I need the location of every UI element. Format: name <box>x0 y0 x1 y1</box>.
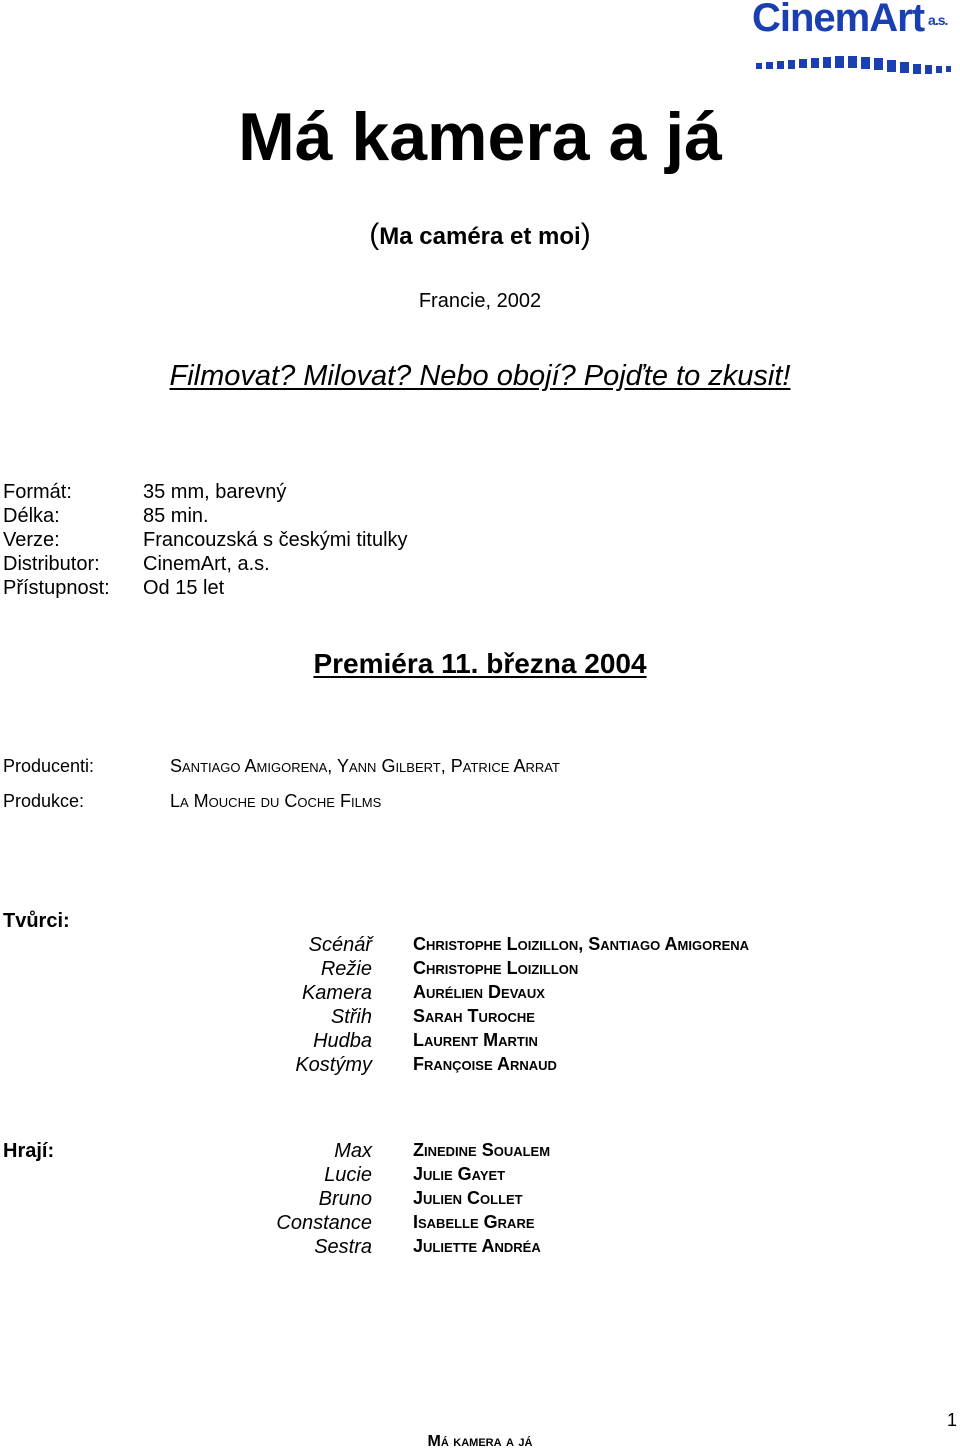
cast-role: Lucie <box>324 1164 372 1186</box>
cast-name: Isabelle Grare <box>413 1212 535 1232</box>
spec-label: Délka: <box>3 505 60 527</box>
spec-label: Formát: <box>3 481 72 503</box>
cast-role: Max <box>334 1140 372 1162</box>
premiere-date: Premiéra 11. března 2004 <box>313 648 647 679</box>
cast-row <box>0 1188 960 1212</box>
cast-name: Julie Gayet <box>413 1164 506 1184</box>
cast-name: Zinedine Soualem <box>413 1140 551 1160</box>
crew-role: Režie <box>320 958 372 980</box>
original-title: (Ma caméra et moi) <box>369 218 591 251</box>
cast-name: Julien Collet <box>413 1188 523 1208</box>
spec-value: 85 min. <box>143 505 209 527</box>
spec-value: Od 15 let <box>143 577 225 599</box>
crew-row <box>0 982 960 1006</box>
page-number: 1 <box>946 1410 957 1430</box>
crew-role: Střih <box>330 1006 372 1028</box>
logo-film-dots <box>752 52 957 78</box>
crew-name: Laurent Martin <box>413 1030 538 1050</box>
spec-label: Přístupnost: <box>3 577 110 599</box>
spec-list <box>3 480 408 600</box>
cast-label: Hrají: <box>3 1140 55 1162</box>
cast-row <box>0 1212 960 1236</box>
crew-name: Sarah Turoche <box>413 1006 535 1026</box>
cast-row <box>0 1164 960 1188</box>
page-footer: Má kamera a já <box>427 1433 533 1450</box>
film-title: Má kamera a já <box>238 99 722 175</box>
spec-row <box>3 576 408 600</box>
crew-label: Tvůrci: <box>3 910 70 932</box>
spec-value: 35 mm, barevný <box>143 481 287 503</box>
crew-row <box>0 1054 960 1078</box>
producers-value: Santiago Amigorena, Yann Gilbert, Patrice Arrat <box>170 756 560 776</box>
cinemart-logo <box>752 0 957 80</box>
cast-row <box>0 1236 960 1260</box>
spec-value: Francouzská s českými titulky <box>143 529 408 551</box>
producers-label: Producenti: <box>3 756 95 776</box>
crew-role: Kamera <box>301 982 372 1004</box>
spec-row <box>3 480 408 504</box>
spec-row <box>3 552 408 576</box>
crew-role: Scénář <box>308 934 372 956</box>
crew-name: Françoise Arnaud <box>413 1054 557 1074</box>
cast-name: Juliette Andréa <box>413 1236 541 1256</box>
cast-row <box>0 1140 960 1164</box>
production-value: La Mouche du Coche Films <box>170 791 382 811</box>
crew-role: Hudba <box>313 1030 372 1052</box>
cast-role: Bruno <box>318 1188 372 1210</box>
spec-label: Verze: <box>3 529 60 551</box>
cast-role: Constance <box>276 1212 372 1234</box>
crew-role: Kostýmy <box>295 1054 372 1076</box>
crew-row <box>0 1006 960 1030</box>
spec-row <box>3 528 408 552</box>
spec-value: CinemArt, a.s. <box>143 553 270 575</box>
production-label: Produkce: <box>3 791 85 811</box>
spec-row <box>3 504 408 528</box>
crew-row <box>0 1030 960 1054</box>
crew-list <box>0 934 960 1078</box>
crew-name: Christophe Loizillon, Santiago Amigorena <box>413 934 750 954</box>
tagline: Filmovat? Milovat? Nebo obojí? Pojďte to zkusit! <box>169 360 791 392</box>
crew-row <box>0 958 960 982</box>
crew-name: Christophe Loizillon <box>413 958 579 978</box>
logo-wordmark: CinemArt a.s. <box>752 0 948 40</box>
spec-label: Distributor: <box>3 553 100 575</box>
crew-name: Aurélien Devaux <box>413 982 545 1002</box>
country-year: Francie, 2002 <box>418 290 542 312</box>
cast-list <box>0 1140 960 1260</box>
crew-row <box>0 934 960 958</box>
cast-role: Sestra <box>314 1236 372 1258</box>
